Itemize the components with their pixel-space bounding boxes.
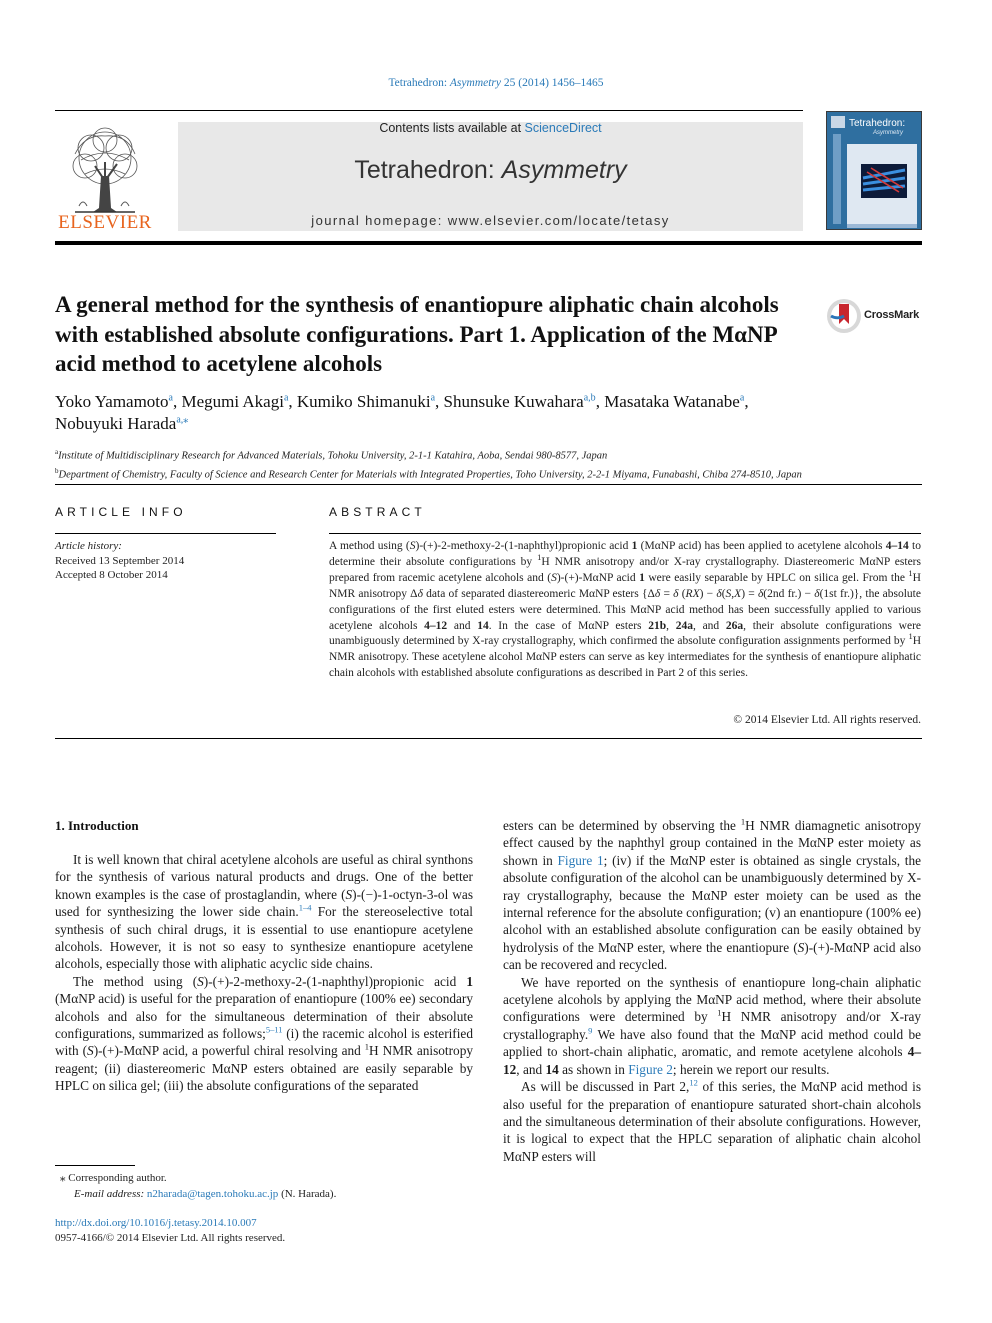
corresponding-author-note: ⁎ Corresponding author.: [60, 1172, 167, 1184]
footnote: [60, 1170, 336, 1202]
affiliation-item: [55, 445, 925, 464]
author-affiliation-mark[interactable]: a: [430, 392, 436, 404]
journal-name-italic: Asymmetry: [501, 156, 627, 184]
header-thick-rule: [55, 241, 922, 245]
homepage-prefix: journal homepage:: [311, 213, 448, 228]
body-paragraph: We have reported on the synthesis of enantiopure long-chain aliphatic acetylene alcohols by applying the MαNP acid method, where their absolute configurations were determined by $^1$H NMR anisotropy and/or X-ray crystallography.$^9$ We have also found that the MαNP acid method could be applied to short-chain aliphatic, aromatic, and remote acetylene alcohols 4–12, and 14 as shown in Figure 2; herein we report our results.: [503, 974, 922, 1077]
crossmark-icon: [826, 298, 862, 334]
author-affiliation-mark[interactable]: a: [283, 392, 289, 404]
article-info-rule: [55, 533, 276, 534]
contents-prefix: Contents lists available at: [379, 121, 525, 135]
reference-link[interactable]: 5–11: [265, 1024, 283, 1035]
issn-line: 0957-4166/© 2014 Elsevier Ltd. All rights reserved.: [55, 1232, 286, 1244]
body-column-right: [503, 817, 921, 1165]
body-paragraph: The method using (S)-(+)-2-methoxy-2-(1-naphthyl)propionic acid 1 (MαNP acid) is useful for the preparation of enantiopure (100% ee) secondary alcohols and also for the simultaneous determination of their absolute configurations, summarized as follows;$^{5-11}$ (i) the racemic alcohol is esterified with (S)-(+)-MαNP acid, a powerful chiral resolving and $^1$H NMR anisotropy reagent; (ii) diastereomeric MαNP esters obtained are easily separable by HPLC on silica gel; (iii) the absolute configurations of the separated: [55, 973, 473, 1094]
figure-1-link[interactable]: Figure 1: [557, 852, 604, 868]
body-column-left: [55, 851, 473, 1095]
section-heading-introduction: 1. Introduction: [55, 818, 139, 833]
doi-link[interactable]: http://dx.doi.org/10.1016/j.tetasy.2014.10.007: [55, 1217, 257, 1229]
author-affiliation-mark[interactable]: a,⁎: [176, 414, 189, 426]
author-list: [55, 391, 925, 435]
journal-citation[interactable]: [0, 77, 992, 89]
author-name[interactable]: Megumi Akagi: [181, 392, 284, 411]
body-paragraph: esters can be determined by observing the $^1$H NMR diamagnetic anisotropy effect caused by the naphthyl group contained in the MαNP ester moiety as shown in Figure 1; (iv) if the MαNP ester is obtained as single crystals, the absolute configuration of the alcohol can be unambiguously determined by X-ray crystallography, because the MαNP ester moiety can be used as the internal reference for the absolute configuration; (v) an enantiopure (100% ee) alcohol with an established absolute configuration can be easily obtained by hydrolysis of the MαNP ester, where the enantiopure (S)-(+)-MαNP acid also can be recovered and recycled.: [503, 816, 922, 973]
cover-title: Tetrahedron:: [849, 118, 906, 129]
body-paragraph: As will be discussed in Part 2,12 of this series, the MαNP acid method is also useful for the preparation of enantiopure saturated short-chain alcohols and the simultaneous determination of their absolute configurations. However, it is logical to expect that the HPLC separation of aliphatic chain alcohol MαNP esters will: [503, 1077, 921, 1164]
author-affiliation-mark[interactable]: a,b: [583, 392, 596, 404]
crossmark-button[interactable]: [826, 298, 926, 334]
abstract-text: A method using (S)-(+)-2-methoxy-2-(1-naphthyl)propionic acid 1 (MαNP acid) has been applied to acetylene alcohols 4–14 to determine their absolute configurations by $^1$H NMR anisotropy and/or X-ray crystallography. Diastereomeric MαNP esters prepared from racemic acetylene alcohols and (S)-(+)-MαNP acid 1 were easily separable by HPLC on silica gel. From the $^1$H NMR anisotropy Δδ data of separated diastereomeric MαNP esters {Δδ = δ (RX) − δ(S,X) = δ(2nd fr.) − δ(1st fr.)}, the absolute configurations of the first eluted esters were determined. This MαNP acid method has been successfully applied to various acetylene alcohols 4–12 and 14. In the case of MαNP esters 21b, 24a, and 26a, their absolute configurations were unambiguously determined by X-ray crystallography, which confirmed the absolute configuration assignments performed by $^1$H NMR anisotropy. These acetylene alcohol MαNP esters can serve as key intermediates for the synthesis of enantiopure aliphatic chain alcohols with established absolute configurations as described in Part 2 of this series.: [329, 540, 922, 680]
abstract-copyright: © 2014 Elsevier Ltd. All rights reserved.: [733, 714, 921, 726]
journal-name: Tetrahedron:: [354, 156, 502, 184]
citation-volume: 25 (2014) 1456–1465: [501, 77, 604, 89]
journal-title: [178, 156, 803, 185]
body-paragraph: It is well known that chiral acetylene alcohols are useful as chiral synthons for the synthesis of various natural products and drugs. One of the better known examples is the case of prostaglandin, where (S)-(−)-1-octyn-3-ol was used for synthesizing the lower side chain.$^{1-4}$ For the stereoselective total synthesis of such chiral drugs, it is essential to use enantiopure acetylene alcohols. However, it is not so easy to synthesize enantiopure acetylene alcohols, especially those with aliphatic acyclic side chains.: [55, 852, 473, 972]
author-name[interactable]: Kumiko Shimanuki: [296, 392, 431, 411]
affiliation-mark: a: [55, 448, 59, 456]
reference-link[interactable]: 1–4: [298, 902, 312, 913]
reference-link[interactable]: 12: [689, 1077, 698, 1088]
author-name[interactable]: Yoko Yamamoto: [55, 392, 169, 411]
sciencedirect-link[interactable]: ScienceDirect: [524, 121, 602, 135]
email-link[interactable]: n2harada@tagen.tohoku.ac.jp: [146, 1188, 279, 1200]
journal-cover-image[interactable]: [826, 111, 922, 230]
abstract-bottom-rule: [55, 738, 922, 739]
author-affiliation-mark[interactable]: a: [168, 392, 173, 404]
footnote-rule: [55, 1165, 135, 1166]
author-name[interactable]: Nobuyuki Harada: [55, 414, 177, 433]
article-title: A general method for the synthesis of enantiopure aliphatic chain alcohols with established absolute configurations. Part 1. Application of the MαNP acid method to acetylene alcohols: [55, 292, 779, 376]
abstract-heading: ABSTRACT: [329, 505, 426, 519]
abstract-rule: [329, 533, 921, 534]
author-separator: ,: [288, 392, 293, 411]
affiliation-mark: b: [55, 466, 59, 475]
email-label: E-mail address:: [74, 1188, 147, 1200]
affiliation-text: Department of Chemistry, Faculty of Science and Research Center for Materials with Integrated Properties, Toho University, 2-2-1 Miyama, Funabashi, Chiba 274-8510, Japan: [58, 469, 802, 480]
author-name[interactable]: Shunsuke Kuwahara: [443, 392, 584, 411]
author-separator: ,: [744, 392, 749, 411]
citation-journal-italic: Asymmetry: [449, 77, 501, 89]
figure-2-link[interactable]: Figure 2: [628, 1061, 673, 1077]
affiliations: [55, 445, 925, 482]
doi-block: [55, 1216, 285, 1246]
author-separator: ,: [172, 392, 178, 411]
citation-journal: Tetrahedron:: [388, 77, 450, 89]
crossmark-label: CrossMark: [864, 309, 920, 321]
history-label: Article history:: [55, 540, 122, 552]
journal-homepage: [178, 213, 803, 228]
affiliation-item: [55, 464, 925, 483]
reference-link[interactable]: 9: [588, 1025, 593, 1036]
article-info-heading: ARTICLE INFO: [55, 505, 187, 519]
contents-line: [178, 121, 803, 135]
affiliation-rule: [55, 484, 922, 485]
author-affiliation-mark[interactable]: a: [739, 392, 745, 404]
author-name[interactable]: Masataka Watanabe: [604, 392, 740, 411]
email-suffix: (N. Harada).: [278, 1188, 337, 1200]
header-top-rule: [55, 110, 803, 111]
article-history: [55, 539, 184, 583]
accepted-date: Accepted 8 October 2014: [55, 569, 168, 581]
homepage-url[interactable]: www.elsevier.com/locate/tetasy: [447, 213, 670, 228]
author-separator: ,: [595, 392, 600, 411]
received-date: Received 13 September 2014: [55, 554, 185, 567]
elsevier-logo-text: ELSEVIER: [58, 212, 152, 233]
author-separator: ,: [435, 392, 440, 411]
email-line: [60, 1186, 336, 1202]
cover-subtitle: Asymmetry: [873, 130, 903, 136]
affiliation-text: Institute of Multidisciplinary Research for Advanced Materials, Tohoku University, 2-1-1 Katahira, Aoba, Sendai 980-8577, Japan: [58, 450, 608, 462]
